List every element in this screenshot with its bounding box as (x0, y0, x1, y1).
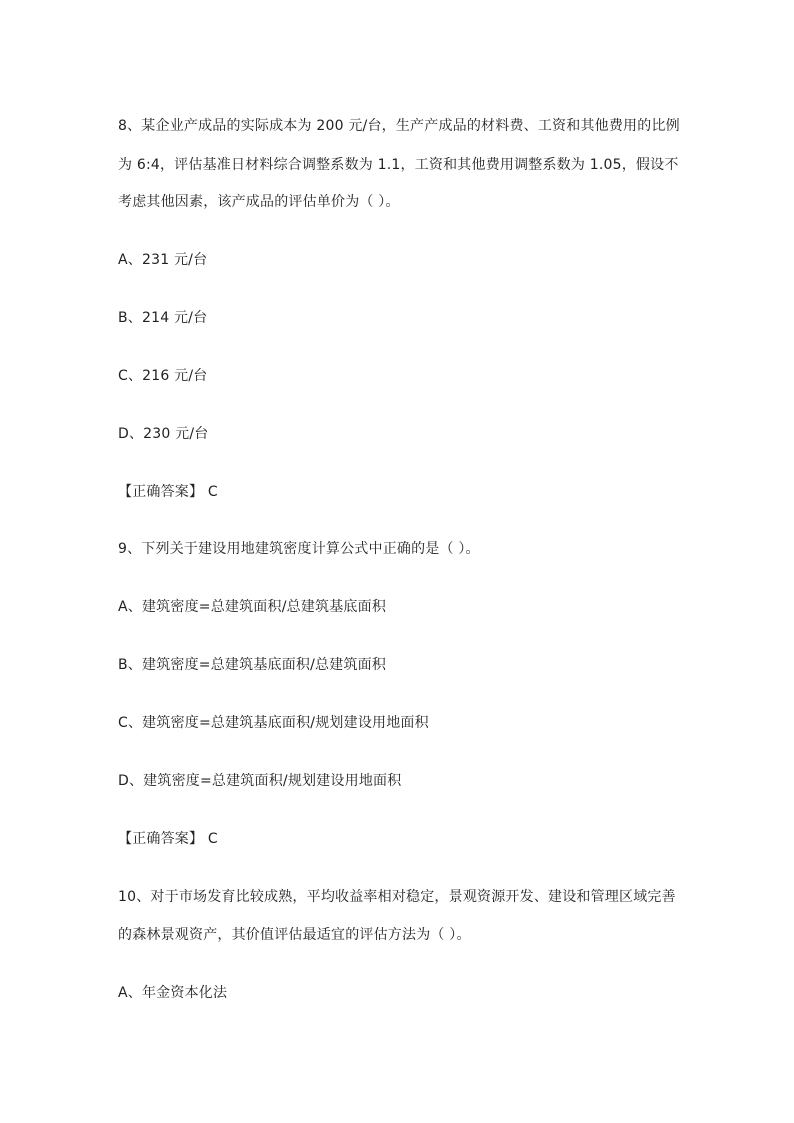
question-9-option-d: D、建筑密度=总建筑面积/规划建设用地面积 (118, 773, 402, 789)
question-10-option-a: A、年金资本化法 (118, 985, 228, 1001)
question-8-option-a: A、231 元/台 (118, 252, 208, 268)
question-8-stem-line-1: 8、某企业产成品的实际成本为 200 元/台，生产产成品的材料费、工资和其他费用的比例 (118, 118, 680, 134)
question-8-stem-line-3: 考虑其他因素，该产成品的评估单价为（ ）。 (118, 194, 400, 210)
question-8-option-b: B、214 元/台 (118, 310, 208, 326)
question-8-answer: 【正确答案】 C (118, 484, 218, 500)
question-9-option-a: A、建筑密度=总建筑面积/总建筑基底面积 (118, 599, 387, 615)
question-10-stem-line-2: 的森林景观资产，其价值评估最适宜的评估方法为（ ）。 (118, 927, 471, 943)
question-9-answer: 【正确答案】 C (118, 831, 218, 847)
question-9-option-b: B、建筑密度=总建筑基底面积/总建筑面积 (118, 657, 387, 673)
question-9-option-c: C、建筑密度=总建筑基底面积/规划建设用地面积 (118, 715, 429, 731)
question-10-stem-line-1: 10、对于市场发育比较成熟，平均收益率相对稳定，景观资源开发、建设和管理区域完善 (118, 889, 676, 905)
question-8-option-c: C、216 元/台 (118, 368, 208, 384)
question-8-option-d: D、230 元/台 (118, 426, 209, 442)
question-8-stem-line-2: 为 6:4，评估基准日材料综合调整系数为 1.1，工资和其他费用调整系数为 1.05，假设不 (118, 157, 679, 173)
question-9-stem-line-1: 9、下列关于建设用地建筑密度计算公式中正确的是（ ）。 (118, 541, 480, 557)
